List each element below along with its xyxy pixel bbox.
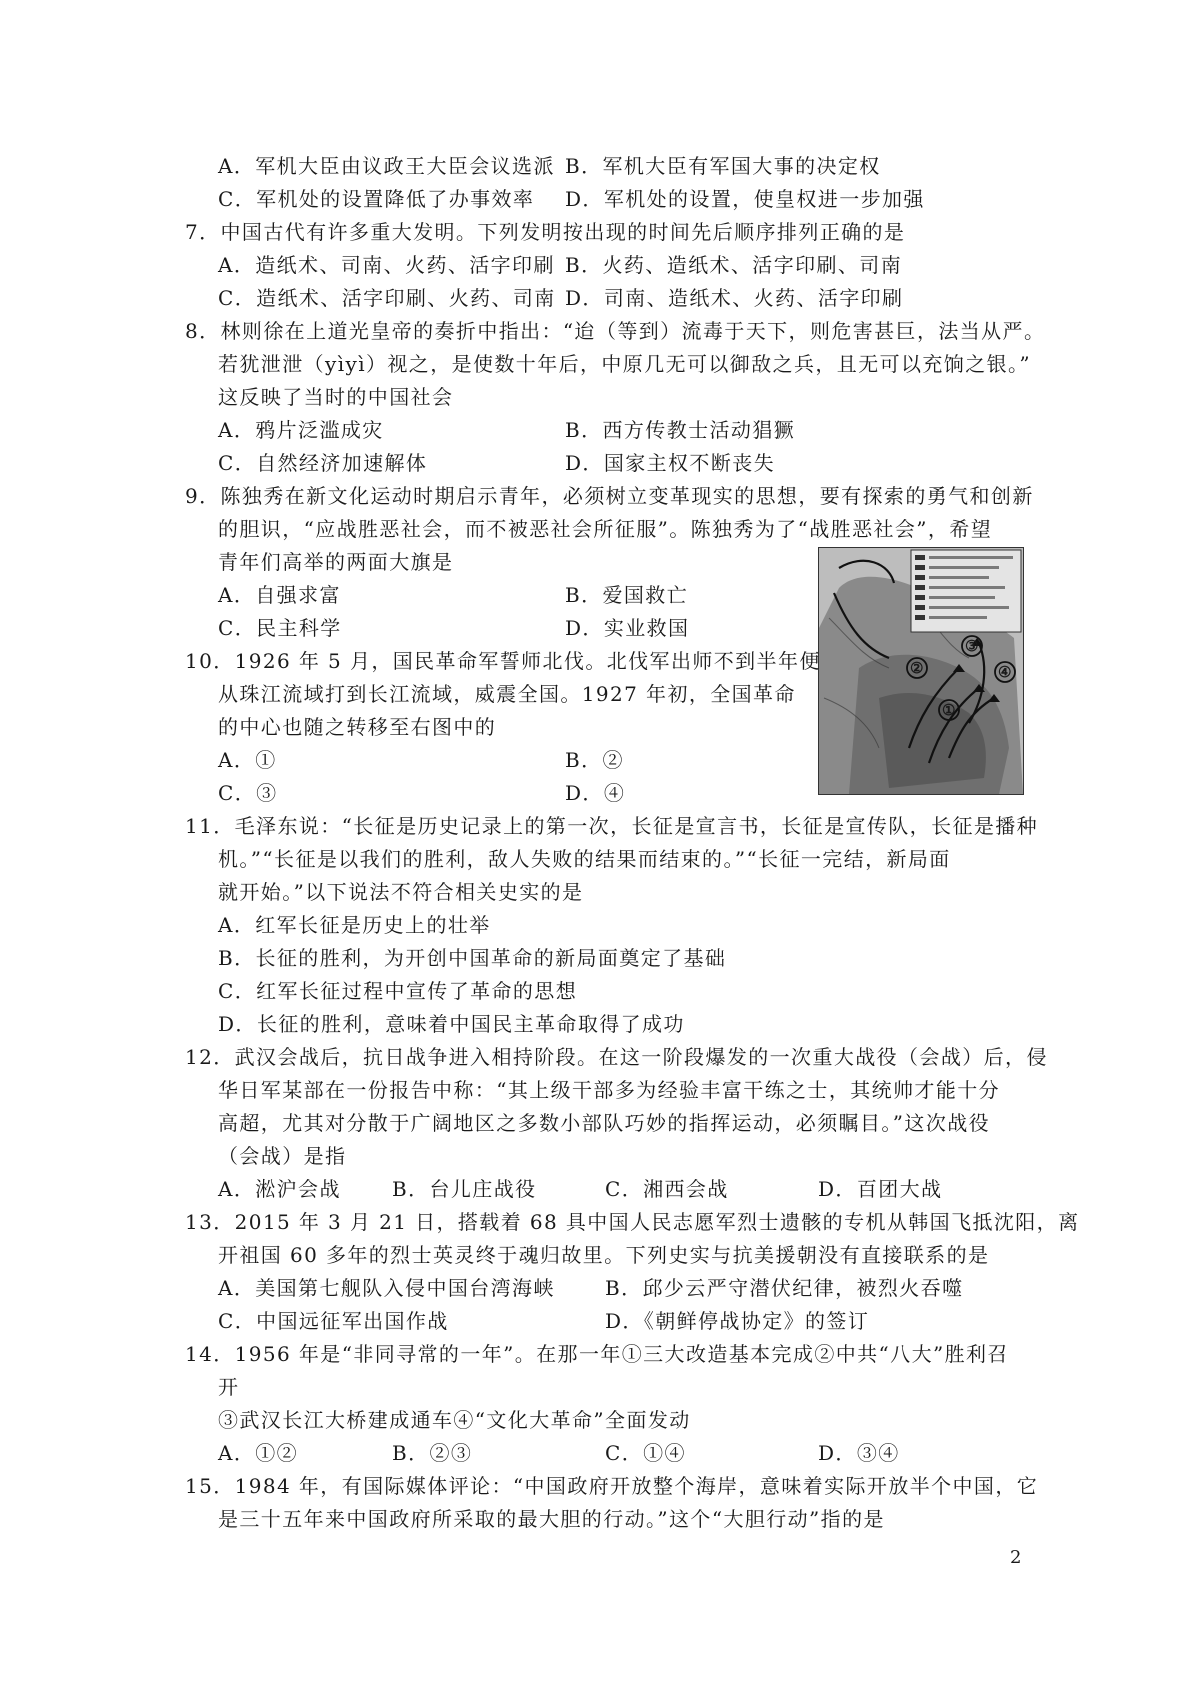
q9-option-d: D．实业救国 [565, 616, 690, 640]
q14-option-b: B．②③ [392, 1441, 473, 1465]
q14-option-c: C．①④ [605, 1441, 686, 1465]
q10-option-b: B．② [565, 748, 624, 772]
q9-stem-line1: 9．陈独秀在新文化运动时期启示青年，必须树立变革现实的思想，要有探索的勇气和创新 [185, 484, 1034, 508]
q10-option-d: D．④ [565, 781, 626, 805]
q11-option-b: B．长征的胜利，为开创中国革命的新局面奠定了基础 [218, 946, 727, 970]
q10-option-a: A．① [218, 748, 277, 772]
map-marker-3: ③ [965, 637, 979, 655]
northern-expedition-map [818, 547, 1024, 795]
q8-option-c: C．自然经济加速解体 [218, 451, 428, 475]
map-marker-1: ① [942, 701, 956, 719]
q12-option-d: D．百团大战 [818, 1177, 943, 1201]
q14-stem-line3: ③武汉长江大桥建成通车④“文化大革命”全面发动 [218, 1408, 691, 1432]
q10-stem-line2: 从珠江流域打到长江流域，威震全国。1927 年初，全国革命 [218, 682, 796, 706]
q8-option-d: D．国家主权不断丧失 [565, 451, 776, 475]
q14-option-a: A．①② [218, 1441, 299, 1465]
q13-option-b: B．邱少云严守潜伏纪律，被烈火吞噬 [605, 1276, 964, 1300]
q7-stem: 7．中国古代有许多重大发明。下列发明按出现的时间先后顺序排列正确的是 [185, 220, 906, 244]
q12-stem-line2: 华日军某部在一份报告中称：“其上级干部多为经验丰富干练之士，其统帅才能十分 [218, 1078, 1001, 1102]
q12-option-b: B．台儿庄战役 [392, 1177, 537, 1201]
q11-stem-line1: 11．毛泽东说：“长征是历史记录上的第一次，长征是宣言书，长征是宣传队，长征是播种 [185, 814, 1039, 838]
q14-option-d: D．③④ [818, 1441, 900, 1465]
q15-stem-line2: 是三十五年来中国政府所采取的最大胆的行动。”这个“大胆行动”指的是 [218, 1507, 885, 1531]
q8-stem-line2: 若犹泄泄（yìyì）视之，是使数十年后，中原几无可以御敌之兵，且无可以充饷之银。” [218, 352, 1032, 376]
q6-option-b: B．军机大臣有军国大事的决定权 [565, 154, 881, 178]
q12-stem-line4: （会战）是指 [218, 1144, 347, 1168]
q6-option-c: C．军机处的设置降低了办事效率 [218, 187, 535, 211]
q6-option-d: D．军机处的设置，使皇权进一步加强 [565, 187, 925, 211]
q11-option-d: D．长征的胜利，意味着中国民主革命取得了成功 [218, 1012, 685, 1036]
q14-stem-line1: 14．1956 年是“非同寻常的一年”。在那一年①三大改造基本完成②中共“八大”胜利召 [185, 1342, 1009, 1366]
q8-option-a: A．鸦片泛滥成灾 [218, 418, 384, 442]
q7-option-c: C．造纸术、活字印刷、火药、司南 [218, 286, 556, 310]
q10-stem-line1: 10．1926 年 5 月，国民革命军誓师北伐。北伐军出师不到半年便 [185, 649, 821, 673]
q13-stem-line1: 13．2015 年 3 月 21 日，搭载着 68 具中国人民志愿军烈士遗骸的专机从韩国飞抵沈阳，离 [185, 1210, 1080, 1234]
q9-option-b: B．爱国救亡 [565, 583, 689, 607]
q6-option-a: A．军机大臣由议政王大臣会议选派 [218, 154, 555, 178]
q7-option-b: B．火药、造纸术、活字印刷、司南 [565, 253, 903, 277]
q14-stem-line2: 开 [218, 1375, 240, 1399]
page-number: 2 [1010, 1547, 1022, 1568]
q12-stem-line3: 高超，尤其对分散于广阔地区之多数小部队巧妙的指挥运动，必须瞩目。”这次战役 [218, 1111, 991, 1135]
q13-option-d: D．《朝鲜停战协定》的签订 [605, 1309, 870, 1333]
q15-stem-line1: 15．1984 年，有国际媒体评论：“中国政府开放整个海岸，意味着实际开放半个中国，它 [185, 1474, 1039, 1498]
q7-option-a: A．造纸术、司南、火药、活字印刷 [218, 253, 555, 277]
q8-option-b: B．西方传教士活动猖獗 [565, 418, 796, 442]
q11-stem-line3: 就开始。”以下说法不符合相关史实的是 [218, 880, 584, 904]
q9-stem-line2: 的胆识，“应战胜恶社会，而不被恶社会所征服”。陈独秀为了“战胜恶社会”，希望 [218, 517, 993, 541]
q12-stem-line1: 12．武汉会战后，抗日战争进入相持阶段。在这一阶段爆发的一次重大战役（会战）后，侵 [185, 1045, 1048, 1069]
q9-option-c: C．民主科学 [218, 616, 342, 640]
q12-option-a: A．淞沪会战 [218, 1177, 341, 1201]
map-marker-4: ④ [998, 663, 1012, 681]
map-marker-2: ② [910, 659, 924, 677]
q11-option-a: A．红军长征是历史上的壮举 [218, 913, 491, 937]
q9-option-a: A．自强求富 [218, 583, 341, 607]
q12-option-c: C．湘西会战 [605, 1177, 729, 1201]
q11-stem-line2: 机。”“长征是以我们的胜利，敌人失败的结果而结束的。”“长征一完结，新局面 [218, 847, 951, 871]
q8-stem-line3: 这反映了当时的中国社会 [218, 385, 454, 409]
q7-option-d: D．司南、造纸术、火药、活字印刷 [565, 286, 904, 310]
q11-option-c: C．红军长征过程中宣传了革命的思想 [218, 979, 578, 1003]
q13-stem-line2: 开祖国 60 多年的烈士英灵终于魂归故里。下列史实与抗美援朝没有直接联系的是 [218, 1243, 990, 1267]
q8-stem-line1: 8．林则徐在上道光皇帝的奏折中指出：“迨（等到）流毒于天下，则危害甚巨，法当从严。 [185, 319, 1046, 343]
q10-option-c: C．③ [218, 781, 278, 805]
q13-option-a: A．美国第七舰队入侵中国台湾海峡 [218, 1276, 555, 1300]
q10-stem-line3: 的中心也随之转移至右图中的 [218, 715, 497, 739]
q9-stem-line3: 青年们高举的两面大旗是 [218, 550, 454, 574]
q13-option-c: C．中国远征军出国作战 [218, 1309, 449, 1333]
